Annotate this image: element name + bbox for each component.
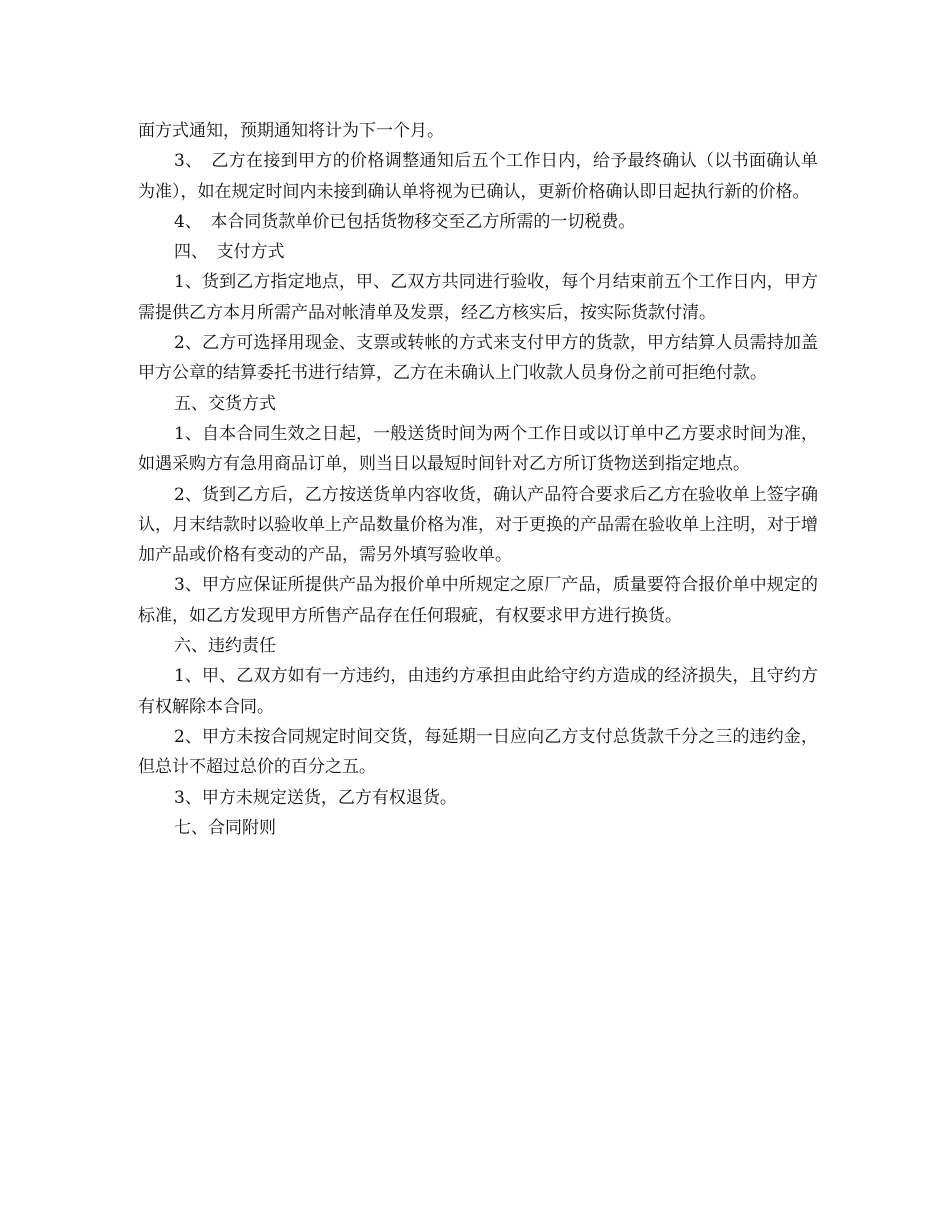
- section-heading: 四、 支付方式: [174, 242, 285, 263]
- paragraph: 2、乙方可选择用现金、支票或转帐的方式来支付甲方的货款，甲方结算人员需持加盖甲方公章的结算委托书进行结算，乙方在未确认上门收款人员身份之前可拒绝付款。: [138, 333, 818, 384]
- paragraph: 2、货到乙方后，乙方按送货单内容收货，确认产品符合要求后乙方在验收单上签字确认，月末结款时以验收单上产品数量价格为准，对于更换的产品需在验收单上注明，对于增加产品或价格有变动的产品，需另外填写验收单。: [138, 484, 818, 566]
- section-heading: 五、交货方式: [174, 393, 276, 414]
- paragraph: 3、 乙方在接到甲方的价格调整通知后五个工作日内，给予最终确认（以书面确认单为准），如在规定时间内未接到确认单将视为已确认，更新价格确认即日起执行新的价格。: [138, 151, 818, 202]
- paragraph: 2、甲方未按合同规定时间交货，每延期一日应向乙方支付总货款千分之三的违约金，但总计不超过总价的百分之五。: [138, 726, 818, 778]
- paragraph: 1、甲、乙双方如有一方违约，由违约方承担由此给守约方造成的经济损失，且守约方有权解除本合同。: [138, 666, 818, 717]
- paragraph: 3、甲方应保证所提供产品为报价单中所规定之原厂产品，质量要符合报价单中规定的标准，如乙方发现甲方所售产品存在任何瑕疵，有权要求甲方进行换货。: [138, 575, 818, 626]
- paragraph: 1、货到乙方指定地点，甲、乙双方共同进行验收，每个月结束前五个工作日内，甲方需提供乙方本月所需产品对帐清单及发票，经乙方核实后，按实际货款付清。: [138, 272, 818, 323]
- paragraph: 面方式通知，预期通知将计为下一个月。: [138, 121, 444, 141]
- section-heading: 六、违约责任: [174, 636, 276, 657]
- paragraph: 4、 本合同货款单价已包括货物移交至乙方所需的一切税费。: [174, 211, 636, 232]
- section-heading: 七、合同附则: [174, 817, 276, 838]
- paragraph: 3、甲方未规定送货，乙方有权退货。: [174, 787, 457, 808]
- paragraph: 1、自本合同生效之日起，一般送货时间为两个工作日或以订单中乙方要求时间为准，如遇采购方有急用商品订单，则当日以最短时间针对乙方所订货物送到指定地点。: [138, 423, 818, 475]
- document-body: [138, 116, 818, 843]
